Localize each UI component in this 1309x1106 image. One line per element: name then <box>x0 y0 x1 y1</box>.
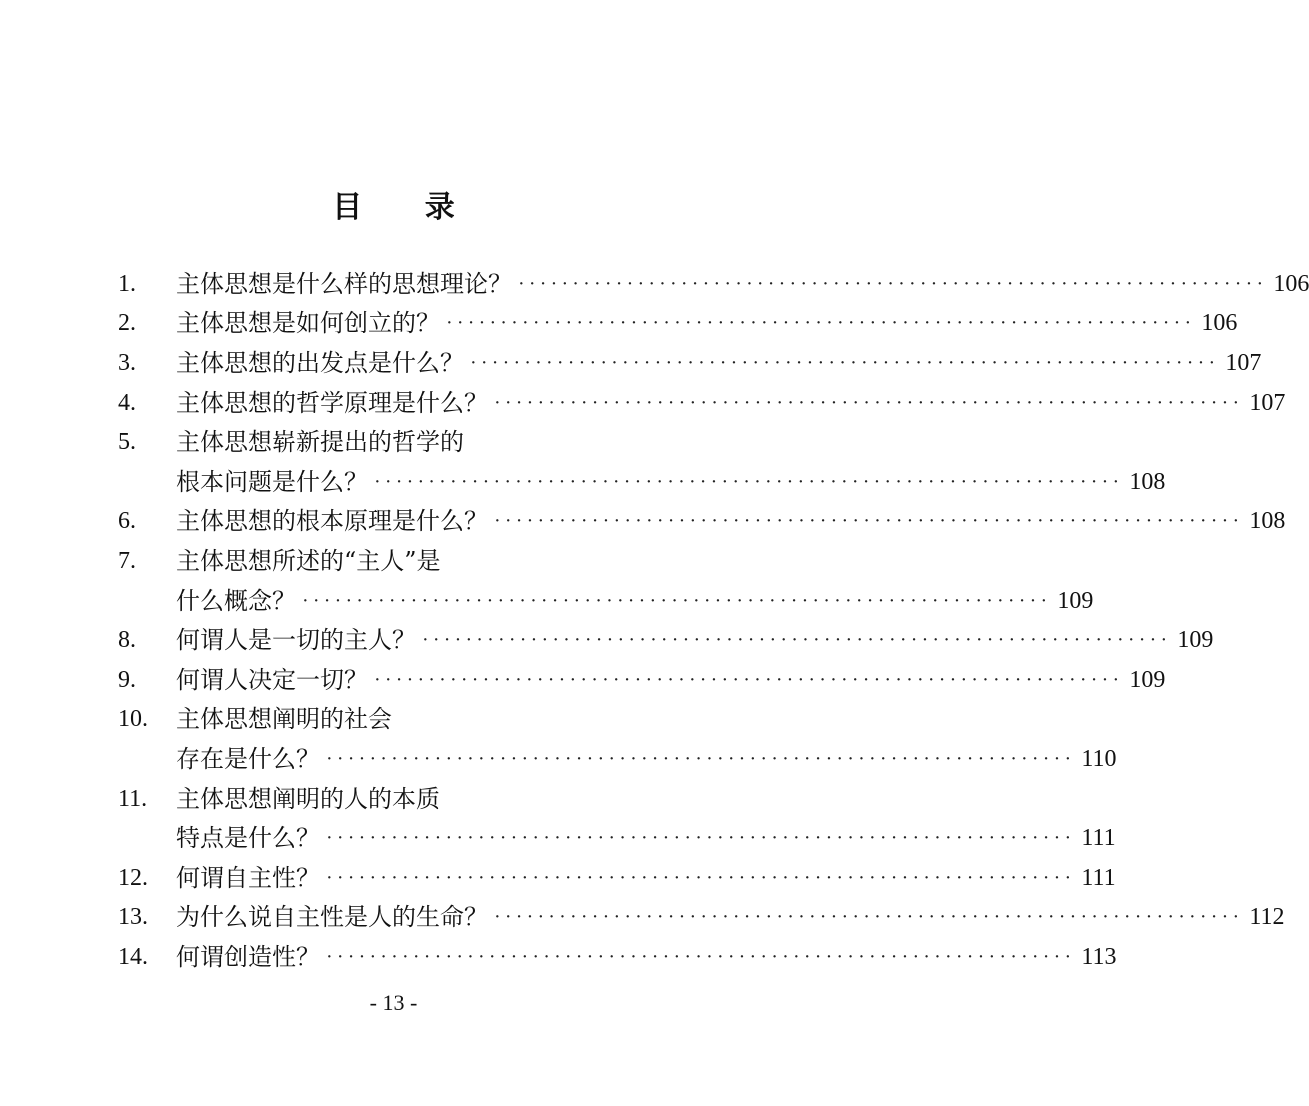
toc-entry-page: 110 <box>1081 745 1117 772</box>
toc-entry-page: 111 <box>1081 825 1116 852</box>
toc-entry-continuation <box>118 581 1094 621</box>
toc-entry <box>118 422 664 462</box>
toc-entry-title: 什么概念？ <box>176 586 296 615</box>
toc-entry-title: 主体思想的根本原理是什么？ <box>176 507 488 536</box>
toc-entry-page: 109 <box>1177 627 1214 654</box>
toc-entry-number: 2. <box>118 310 136 337</box>
toc-entry-page: 109 <box>1057 587 1094 614</box>
toc-leader-dots: ····································································· <box>470 351 1220 374</box>
toc-entry-number: 1. <box>118 270 136 297</box>
toc-entry <box>118 304 1238 344</box>
toc-entry-number: 9. <box>118 666 136 693</box>
toc-entry <box>118 700 664 740</box>
toc-entry-page: 107 <box>1249 389 1286 416</box>
toc-entry-continuation <box>118 818 1116 858</box>
toc-entry <box>118 502 1286 542</box>
toc-entry-continuation <box>118 462 1166 502</box>
toc-entry-page: 106 <box>1201 310 1238 337</box>
toc-entry-page: 109 <box>1129 666 1166 693</box>
toc-entry <box>118 937 1117 977</box>
toc-entry-number: 14. <box>118 943 148 970</box>
toc-entry-number: 5. <box>118 429 136 456</box>
table-of-contents <box>118 264 1309 977</box>
toc-entry-title: 主体思想的哲学原理是什么？ <box>176 388 488 417</box>
toc-entry-number: 11. <box>118 785 148 812</box>
toc-entry-number: 4. <box>118 389 136 416</box>
toc-entry-title: 何谓人决定一切？ <box>176 665 368 694</box>
toc-entry-number: 3. <box>118 349 136 376</box>
toc-leader-dots: ····································································· <box>422 629 1172 652</box>
toc-entry-title: 何谓人是一切的主人？ <box>176 626 416 655</box>
toc-entry <box>118 264 1309 304</box>
toc-entry-page: 112 <box>1249 904 1285 931</box>
toc-entry <box>118 858 1116 898</box>
toc-entry-number: 8. <box>118 627 136 654</box>
toc-leader-dots: ····································································· <box>374 470 1124 493</box>
toc-leader-dots: ····································································· <box>374 668 1124 691</box>
toc-entry-title: 主体思想所述的“主人”是 <box>176 546 441 575</box>
toc-entry-page: 108 <box>1249 508 1286 535</box>
toc-entry-page: 111 <box>1081 864 1116 891</box>
toc-entry-page: 113 <box>1081 943 1117 970</box>
toc-entry-number: 12. <box>118 864 148 891</box>
toc-entry-title: 为什么说自主性是人的生命？ <box>176 903 488 932</box>
toc-leader-dots: ····································································· <box>326 866 1076 889</box>
toc-entry-page: 107 <box>1225 349 1262 376</box>
toc-entry-title: 存在是什么？ <box>176 744 320 773</box>
page-number: - 13 - <box>369 990 418 1015</box>
toc-entry <box>118 779 664 819</box>
toc-entry-number: 7. <box>118 547 136 574</box>
toc-leader-dots: ····································································· <box>326 747 1076 770</box>
toc-entry-title: 主体思想是如何创立的？ <box>176 309 440 338</box>
toc-leader-dots: ····································································· <box>326 945 1076 968</box>
toc-entry-number: 10. <box>118 706 148 733</box>
toc-entry <box>118 620 1214 660</box>
toc-leader-dots: ····································································· <box>446 312 1196 335</box>
toc-entry-title: 主体思想崭新提出的哲学的 <box>176 428 464 457</box>
toc-entry-title: 何谓自主性？ <box>176 863 320 892</box>
toc-entry-title: 何谓创造性？ <box>176 942 320 971</box>
toc-entry <box>118 343 1262 383</box>
toc-leader-dots: ····································································· <box>518 272 1268 295</box>
toc-entry <box>118 541 664 581</box>
toc-entry-continuation <box>118 739 1117 779</box>
toc-entry <box>118 660 1166 700</box>
toc-entry-title: 主体思想是什么样的思想理论？ <box>176 269 512 298</box>
toc-entry <box>118 383 1286 423</box>
toc-entry-title: 主体思想阐明的社会 <box>176 705 392 734</box>
toc-leader-dots: ····································································· <box>494 510 1244 533</box>
toc-entry-number: 13. <box>118 904 148 931</box>
toc-entry-title: 主体思想阐明的人的本质 <box>176 784 440 813</box>
page-title: 目 录 <box>332 190 481 225</box>
toc-entry-page: 106 <box>1273 270 1309 297</box>
toc-entry-title: 根本问题是什么？ <box>176 467 368 496</box>
toc-entry-title: 特点是什么？ <box>176 824 320 853</box>
toc-leader-dots: ····································································· <box>302 589 1052 612</box>
toc-entry <box>118 898 1285 938</box>
toc-leader-dots: ····································································· <box>326 827 1076 850</box>
toc-entry-page: 108 <box>1129 468 1166 495</box>
toc-leader-dots: ····································································· <box>494 906 1244 929</box>
toc-entry-number: 6. <box>118 508 136 535</box>
toc-leader-dots: ····································································· <box>494 391 1244 414</box>
toc-entry-title: 主体思想的出发点是什么？ <box>176 348 464 377</box>
